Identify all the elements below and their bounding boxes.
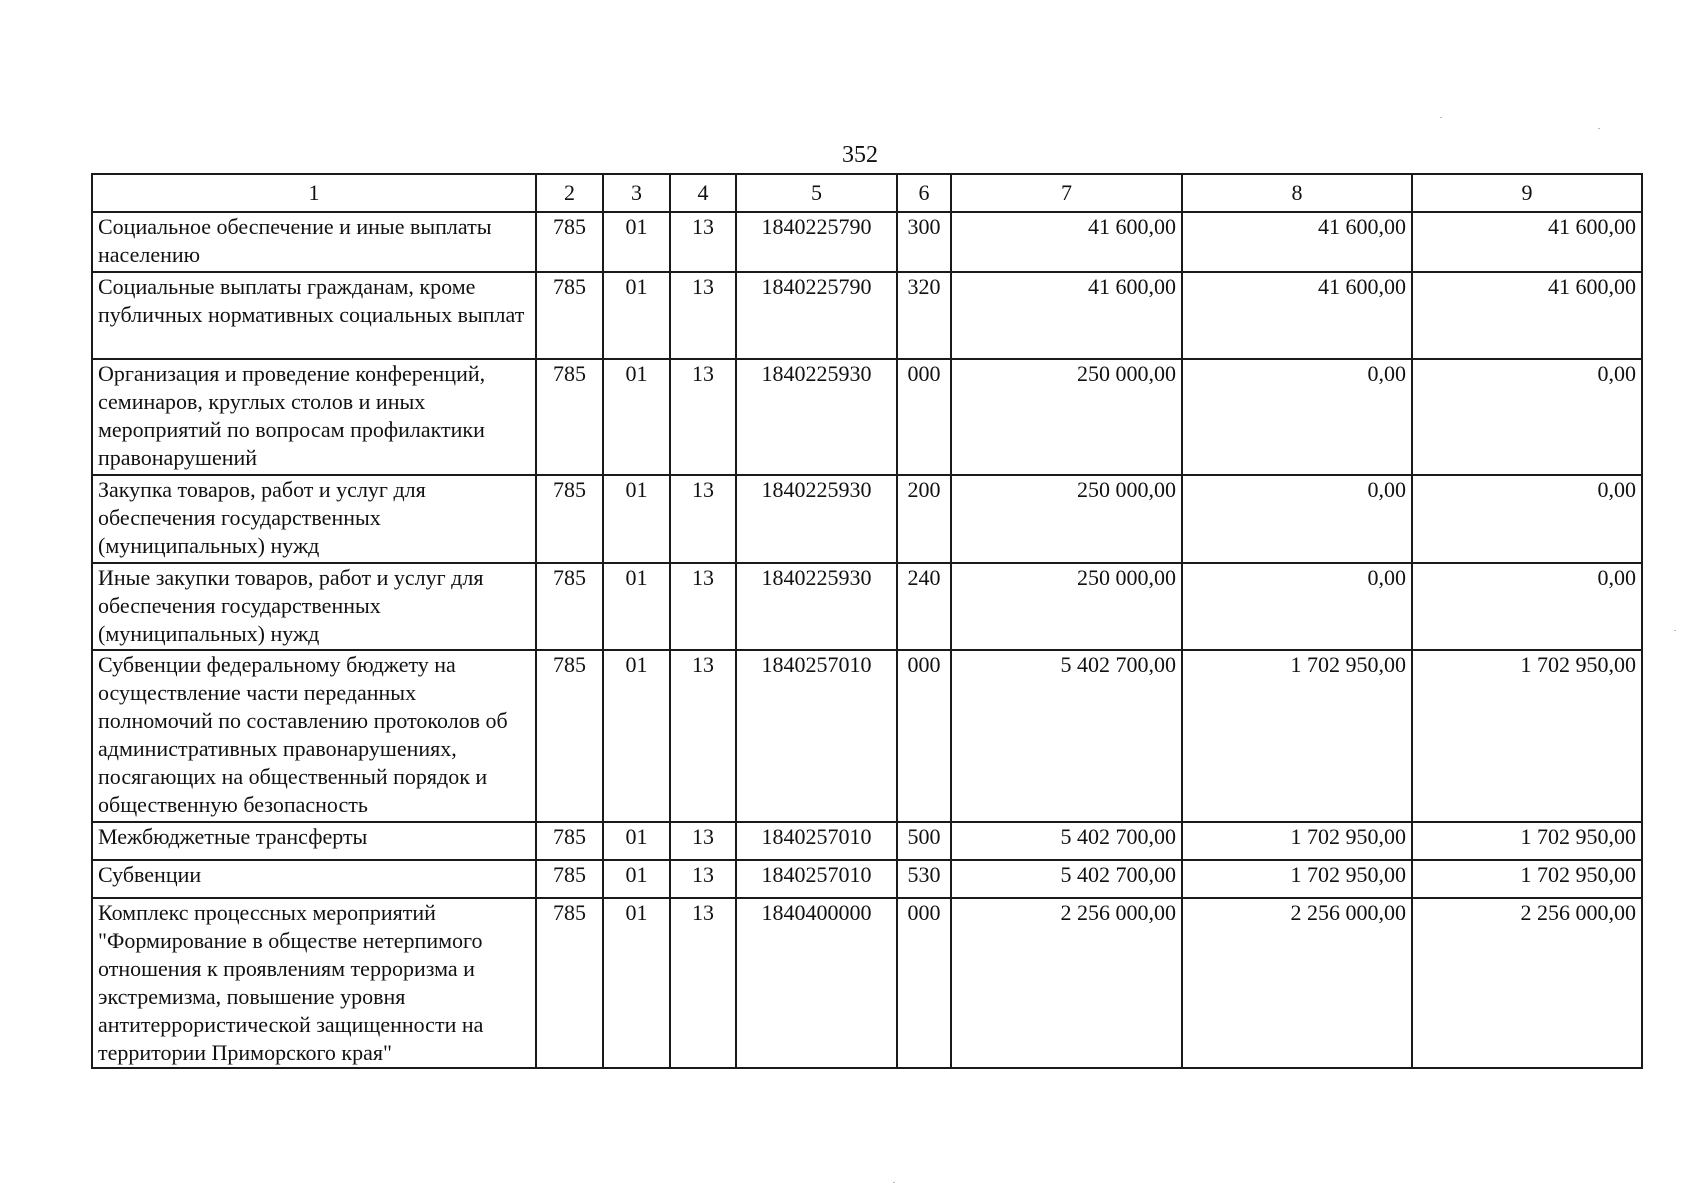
- table-row: [92, 650, 1642, 822]
- section-code: 01: [603, 822, 670, 860]
- amount-col-7: 250 000,00: [951, 359, 1182, 475]
- amount-col-9: 1 702 950,00: [1412, 650, 1642, 822]
- amount-col-9: 1 702 950,00: [1412, 822, 1642, 860]
- column-number: 8: [1182, 174, 1412, 212]
- target-article-code: 1840225930: [736, 475, 897, 563]
- amount-col-9: 0,00: [1412, 563, 1642, 650]
- subsection-code: 13: [670, 475, 736, 563]
- column-number: 4: [670, 174, 736, 212]
- table-row: [92, 822, 1642, 860]
- ministry-code: 785: [536, 563, 603, 650]
- table-row: [92, 359, 1642, 475]
- scan-speck: [1598, 128, 1600, 129]
- subsection-code: 13: [670, 212, 736, 272]
- ministry-code: 785: [536, 272, 603, 359]
- subsection-code: 13: [670, 272, 736, 359]
- amount-col-8: 1 702 950,00: [1182, 822, 1412, 860]
- target-article-code: 1840257010: [736, 650, 897, 822]
- section-code: 01: [603, 475, 670, 563]
- subsection-code: 13: [670, 650, 736, 822]
- item-name: Субвенции федеральному бюджету на осуществление части переданных полномочий по составлению протоколов об административных правонарушениях, посягающих на общественный порядок и общественную безопасность: [92, 650, 536, 822]
- amount-col-9: 41 600,00: [1412, 212, 1642, 272]
- scan-speck: [1674, 630, 1676, 631]
- ministry-code: 785: [536, 898, 603, 1068]
- table-row: [92, 475, 1642, 563]
- amount-col-7: 5 402 700,00: [951, 822, 1182, 860]
- item-name: Субвенции: [92, 860, 536, 898]
- item-name: Закупка товаров, работ и услуг для обеспечения государственных (муниципальных) нужд: [92, 475, 536, 563]
- column-number: 7: [951, 174, 1182, 212]
- section-code: 01: [603, 898, 670, 1068]
- amount-col-7: 250 000,00: [951, 563, 1182, 650]
- expense-type-code: 300: [897, 212, 951, 272]
- column-number: 1: [92, 174, 536, 212]
- amount-col-8: 2 256 000,00: [1182, 898, 1412, 1068]
- expense-type-code: 000: [897, 898, 951, 1068]
- expense-type-code: 000: [897, 359, 951, 475]
- expense-type-code: 240: [897, 563, 951, 650]
- target-article-code: 1840257010: [736, 822, 897, 860]
- ministry-code: 785: [536, 860, 603, 898]
- ministry-code: 785: [536, 359, 603, 475]
- amount-col-8: 1 702 950,00: [1182, 860, 1412, 898]
- target-article-code: 1840225790: [736, 212, 897, 272]
- target-article-code: 1840257010: [736, 860, 897, 898]
- amount-col-9: 41 600,00: [1412, 272, 1642, 359]
- expense-type-code: 320: [897, 272, 951, 359]
- section-code: 01: [603, 359, 670, 475]
- ministry-code: 785: [536, 650, 603, 822]
- subsection-code: 13: [670, 860, 736, 898]
- amount-col-8: 41 600,00: [1182, 272, 1412, 359]
- table-row: [92, 212, 1642, 272]
- amount-col-9: 2 256 000,00: [1412, 898, 1642, 1068]
- subsection-code: 13: [670, 563, 736, 650]
- item-name: Иные закупки товаров, работ и услуг для обеспечения государственных (муниципальных) нужд: [92, 563, 536, 650]
- item-name: Комплекс процессных мероприятий "Формирование в обществе нетерпимого отношения к проявлениям терроризма и экстремизма, повышение уровня антитеррористической защищенности на территории Приморского края": [92, 898, 536, 1068]
- scan-speck: [1440, 117, 1442, 118]
- amount-col-7: 41 600,00: [951, 212, 1182, 272]
- amount-col-7: 2 256 000,00: [951, 898, 1182, 1068]
- amount-col-7: 5 402 700,00: [951, 650, 1182, 822]
- amount-col-8: 0,00: [1182, 359, 1412, 475]
- amount-col-7: 41 600,00: [951, 272, 1182, 359]
- item-name: Социальное обеспечение и иные выплаты населению: [92, 212, 536, 272]
- expense-type-code: 000: [897, 650, 951, 822]
- section-code: 01: [603, 272, 670, 359]
- amount-col-7: 250 000,00: [951, 475, 1182, 563]
- expense-type-code: 530: [897, 860, 951, 898]
- subsection-code: 13: [670, 898, 736, 1068]
- section-code: 01: [603, 860, 670, 898]
- table-row: [92, 272, 1642, 359]
- amount-col-8: 1 702 950,00: [1182, 650, 1412, 822]
- subsection-code: 13: [670, 822, 736, 860]
- table-row: [92, 898, 1642, 1068]
- amount-col-8: 41 600,00: [1182, 212, 1412, 272]
- amount-col-9: 0,00: [1412, 359, 1642, 475]
- target-article-code: 1840225930: [736, 359, 897, 475]
- amount-col-7: 5 402 700,00: [951, 860, 1182, 898]
- table-row: [92, 860, 1642, 898]
- section-code: 01: [603, 650, 670, 822]
- subsection-code: 13: [670, 359, 736, 475]
- ministry-code: 785: [536, 212, 603, 272]
- column-number: 5: [736, 174, 897, 212]
- page-number: 352: [842, 142, 878, 168]
- section-code: 01: [603, 212, 670, 272]
- item-name: Социальные выплаты гражданам, кроме публичных нормативных социальных выплат: [92, 272, 536, 359]
- scan-speck: [893, 1182, 895, 1183]
- amount-col-9: 0,00: [1412, 475, 1642, 563]
- ministry-code: 785: [536, 475, 603, 563]
- amount-col-8: 0,00: [1182, 475, 1412, 563]
- column-number: 2: [536, 174, 603, 212]
- section-code: 01: [603, 563, 670, 650]
- budget-table: [91, 173, 1643, 1069]
- expense-type-code: 200: [897, 475, 951, 563]
- target-article-code: 1840400000: [736, 898, 897, 1068]
- item-name: Межбюджетные трансферты: [92, 822, 536, 860]
- amount-col-8: 0,00: [1182, 563, 1412, 650]
- column-number: 9: [1412, 174, 1642, 212]
- expense-type-code: 500: [897, 822, 951, 860]
- column-number: 3: [603, 174, 670, 212]
- column-number: 6: [897, 174, 951, 212]
- target-article-code: 1840225930: [736, 563, 897, 650]
- amount-col-9: 1 702 950,00: [1412, 860, 1642, 898]
- table-row: [92, 563, 1642, 650]
- item-name: Организация и проведение конференций, семинаров, круглых столов и иных мероприятий по вопросам профилактики правонарушений: [92, 359, 536, 475]
- ministry-code: 785: [536, 822, 603, 860]
- target-article-code: 1840225790: [736, 272, 897, 359]
- column-number-row: [92, 174, 1642, 212]
